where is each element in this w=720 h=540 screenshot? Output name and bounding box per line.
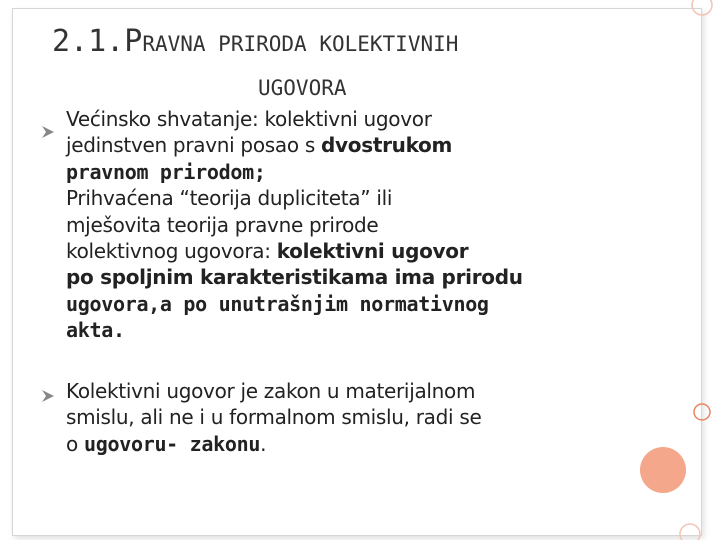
- text-segment: Kolektivni ugovor je zakon u materijalnom: [66, 379, 476, 403]
- text-segment: .: [260, 431, 267, 456]
- text-segment: Većinsko shvatanje: kolektivni ugovor: [66, 107, 432, 131]
- text-segment: mješovita teorija pravne prirode: [66, 212, 379, 237]
- slide-title: [52, 24, 458, 59]
- bold-segment: akta.: [66, 318, 125, 343]
- body-line: [66, 291, 650, 317]
- bold-segment: ugovora,a po unutrašnjim normativnog: [66, 291, 489, 316]
- body-line: [66, 212, 650, 238]
- body-line: [66, 378, 481, 404]
- bullet-item: [40, 106, 650, 344]
- arrow-bullet-icon: [40, 124, 56, 140]
- bold-segment: pravnom prirodom;: [66, 159, 266, 184]
- body-line: [66, 264, 650, 290]
- body-line: [66, 159, 650, 185]
- body-line: [66, 132, 650, 158]
- body-line: [66, 431, 481, 457]
- body-line: [66, 238, 650, 264]
- body-line: [66, 185, 650, 211]
- body-line: [66, 106, 650, 132]
- text-segment: smislu, ali ne i u formalnom smislu, radi se: [66, 405, 482, 430]
- bold-segment: dvostrukom: [321, 133, 453, 158]
- text-segment: o: [66, 431, 84, 456]
- title-cap: P: [124, 24, 143, 59]
- bullet-list: [40, 106, 650, 456]
- text-segment: Prihvaćena “teorija dupliciteta” ili: [66, 186, 393, 211]
- text-segment: kolektivnog ugovora:: [66, 239, 277, 264]
- text-segment: jedinstven pravni posao s: [66, 133, 322, 158]
- body-line: [66, 317, 650, 343]
- title-rest: RAVNA PRIRODA KOLEKTIVNIH: [142, 32, 459, 56]
- body-line: [66, 404, 481, 430]
- bold-segment: kolektivni ugovor: [276, 239, 469, 264]
- bold-segment: ugovoru- zakonu: [84, 431, 261, 456]
- slide-title-line2: UGOVORA: [258, 76, 347, 100]
- title-prefix: 2.1.: [52, 24, 125, 59]
- arrow-bullet-icon: [40, 388, 56, 404]
- bold-segment: po spoljnim karakteristikama ima prirodu: [66, 265, 523, 290]
